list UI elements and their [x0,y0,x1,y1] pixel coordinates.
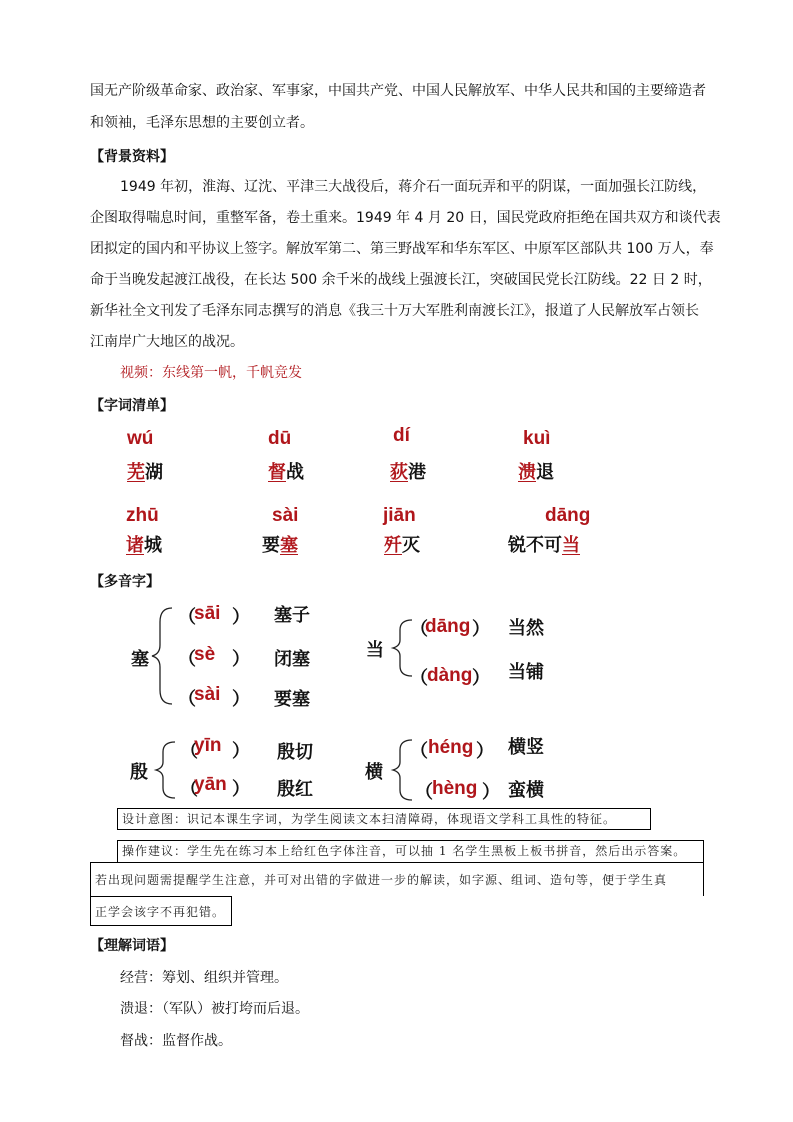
vocab-pinyin: wú [127,428,154,449]
background-heading: 【背景资料】 [90,149,174,165]
polyphone-pinyin: yān [194,774,227,795]
vocab-word: 歼灭 [384,535,420,556]
polyphone-pinyin: sāi [194,603,221,624]
background-line-2: 企图取得喘息时间，重整军备，卷土重来。1949 年 4 月 20 日，国民党政府拒绝在国共双方和谈代表 [90,210,721,226]
background-line-4: 命于当晚发起渡江战役，在长达 500 余千米的战线上强渡长江，突破国民党长江防线。22 日 2 时， [90,272,712,288]
polyphone-word: 殷切 [277,742,313,763]
polyphone-word: 塞子 [274,605,310,626]
ops-box-line-1: 操作建议：学生先在练习本上给红色字体注音，可以抽 1 名学生黑板上板书拼音，然后出示答案。 [117,840,704,862]
paren-open: （ [178,689,196,709]
paren-close: ） [232,741,250,761]
intro-line-2: 和领袖，毛泽东思想的主要创立者。 [90,115,314,131]
polyphone-pinyin: yīn [194,735,222,756]
polyphone-char: 当 [366,640,384,661]
paren-close: ） [482,782,500,802]
polyphone-pinyin: sè [194,644,216,665]
background-line-5: 新华社全文刊发了毛泽东同志撰写的消息《我三十万大军胜利南渡长江》，报道了人民解放军占领长 [90,303,699,319]
definition-item: 督战：监督作战。 [120,1033,232,1049]
background-line-3: 团拟定的国内和平协议上签字。解放军第二、第三野战军和华东军区、中原军区部队共 100 万人，奉 [90,241,714,257]
definition-item: 溃退：（军队）被打垮而后退。 [120,1001,309,1017]
polyphone-word: 当然 [508,618,544,639]
intro-line-1: 国无产阶级革命家、政治家、军事家，中国共产党、中国人民解放军、中华人民共和国的主要缔造者 [90,83,706,99]
vocab-pinyin: jiān [383,505,416,526]
background-line-6: 江南岸广大地区的战况。 [90,334,244,350]
paren-close: ） [472,619,490,639]
polyphone-pinyin: dāng [425,616,471,637]
vocab-word: 荻港 [390,462,426,483]
paren-open: （ [178,649,196,669]
paren-open: （ [180,779,198,799]
polyphone-pinyin: héng [428,737,474,758]
ops-box-line-2: 若出现问题需提醒学生注意，并可对出错的字做进一步的解读，如字源、组词、造句等，便于学生真 [90,862,704,896]
polyphone-char: 殷 [130,762,148,783]
polyphone-word: 蛮横 [508,780,544,801]
paren-open: （ [415,782,433,802]
ops-box-line-3: 正学会该字不再犯错。 [90,896,232,926]
brace-yin [156,742,175,798]
vocab-word: 芜湖 [127,462,163,483]
polyphone-pinyin: dàng [427,665,473,686]
polyphone-char: 横 [365,762,383,783]
polyphone-pinyin: hèng [432,778,478,799]
paren-open: （ [178,607,196,627]
polyphone-word: 殷红 [277,779,313,800]
paren-close: ） [232,607,250,627]
vocab-heading: 【字词清单】 [90,398,174,414]
definition-item: 经营：筹划、组织并管理。 [120,970,288,986]
paren-open: （ [410,619,428,639]
polyphone-char: 塞 [131,649,149,670]
video-link[interactable]: 视频：东线第一帆，千帆竞发 [120,365,302,381]
paren-close: ） [472,668,490,688]
understand-heading: 【理解词语】 [90,938,174,954]
polyphone-heading: 【多音字】 [90,574,160,590]
paren-open: （ [410,668,428,688]
vocab-word: 锐不可当 [508,535,580,556]
vocab-pinyin: dāng [545,505,591,526]
polyphone-word: 横竖 [508,737,544,758]
brace-sai [152,608,172,704]
vocab-word: 溃退 [518,462,554,483]
vocab-pinyin: zhū [126,505,159,526]
paren-close: ） [232,689,250,709]
background-line-1: 1949 年初，淮海、辽沈、平津三大战役后，蒋介石一面玩弄和平的阴谋，一面加强长江防线， [120,179,707,195]
paren-close: ） [232,779,250,799]
polyphone-word: 要塞 [274,689,310,710]
vocab-pinyin: dū [268,428,292,449]
vocab-pinyin: sài [272,505,299,526]
polyphone-pinyin: sài [194,684,221,705]
paren-open: （ [410,741,428,761]
polyphone-word: 当铺 [508,662,544,683]
vocab-word: 督战 [268,462,304,483]
polyphone-word: 闭塞 [274,649,310,670]
paren-close: ） [232,649,250,669]
vocab-pinyin: kuì [523,428,551,449]
paren-open: （ [180,741,198,761]
vocab-word: 要塞 [262,535,298,556]
vocab-word: 诸城 [126,535,162,556]
design-intent-box: 设计意图：识记本课生字词，为学生阅读文本扫清障碍，体现语文学科工具性的特征。 [117,808,651,830]
paren-close: ） [476,741,494,761]
vocab-pinyin: dí [393,425,410,446]
